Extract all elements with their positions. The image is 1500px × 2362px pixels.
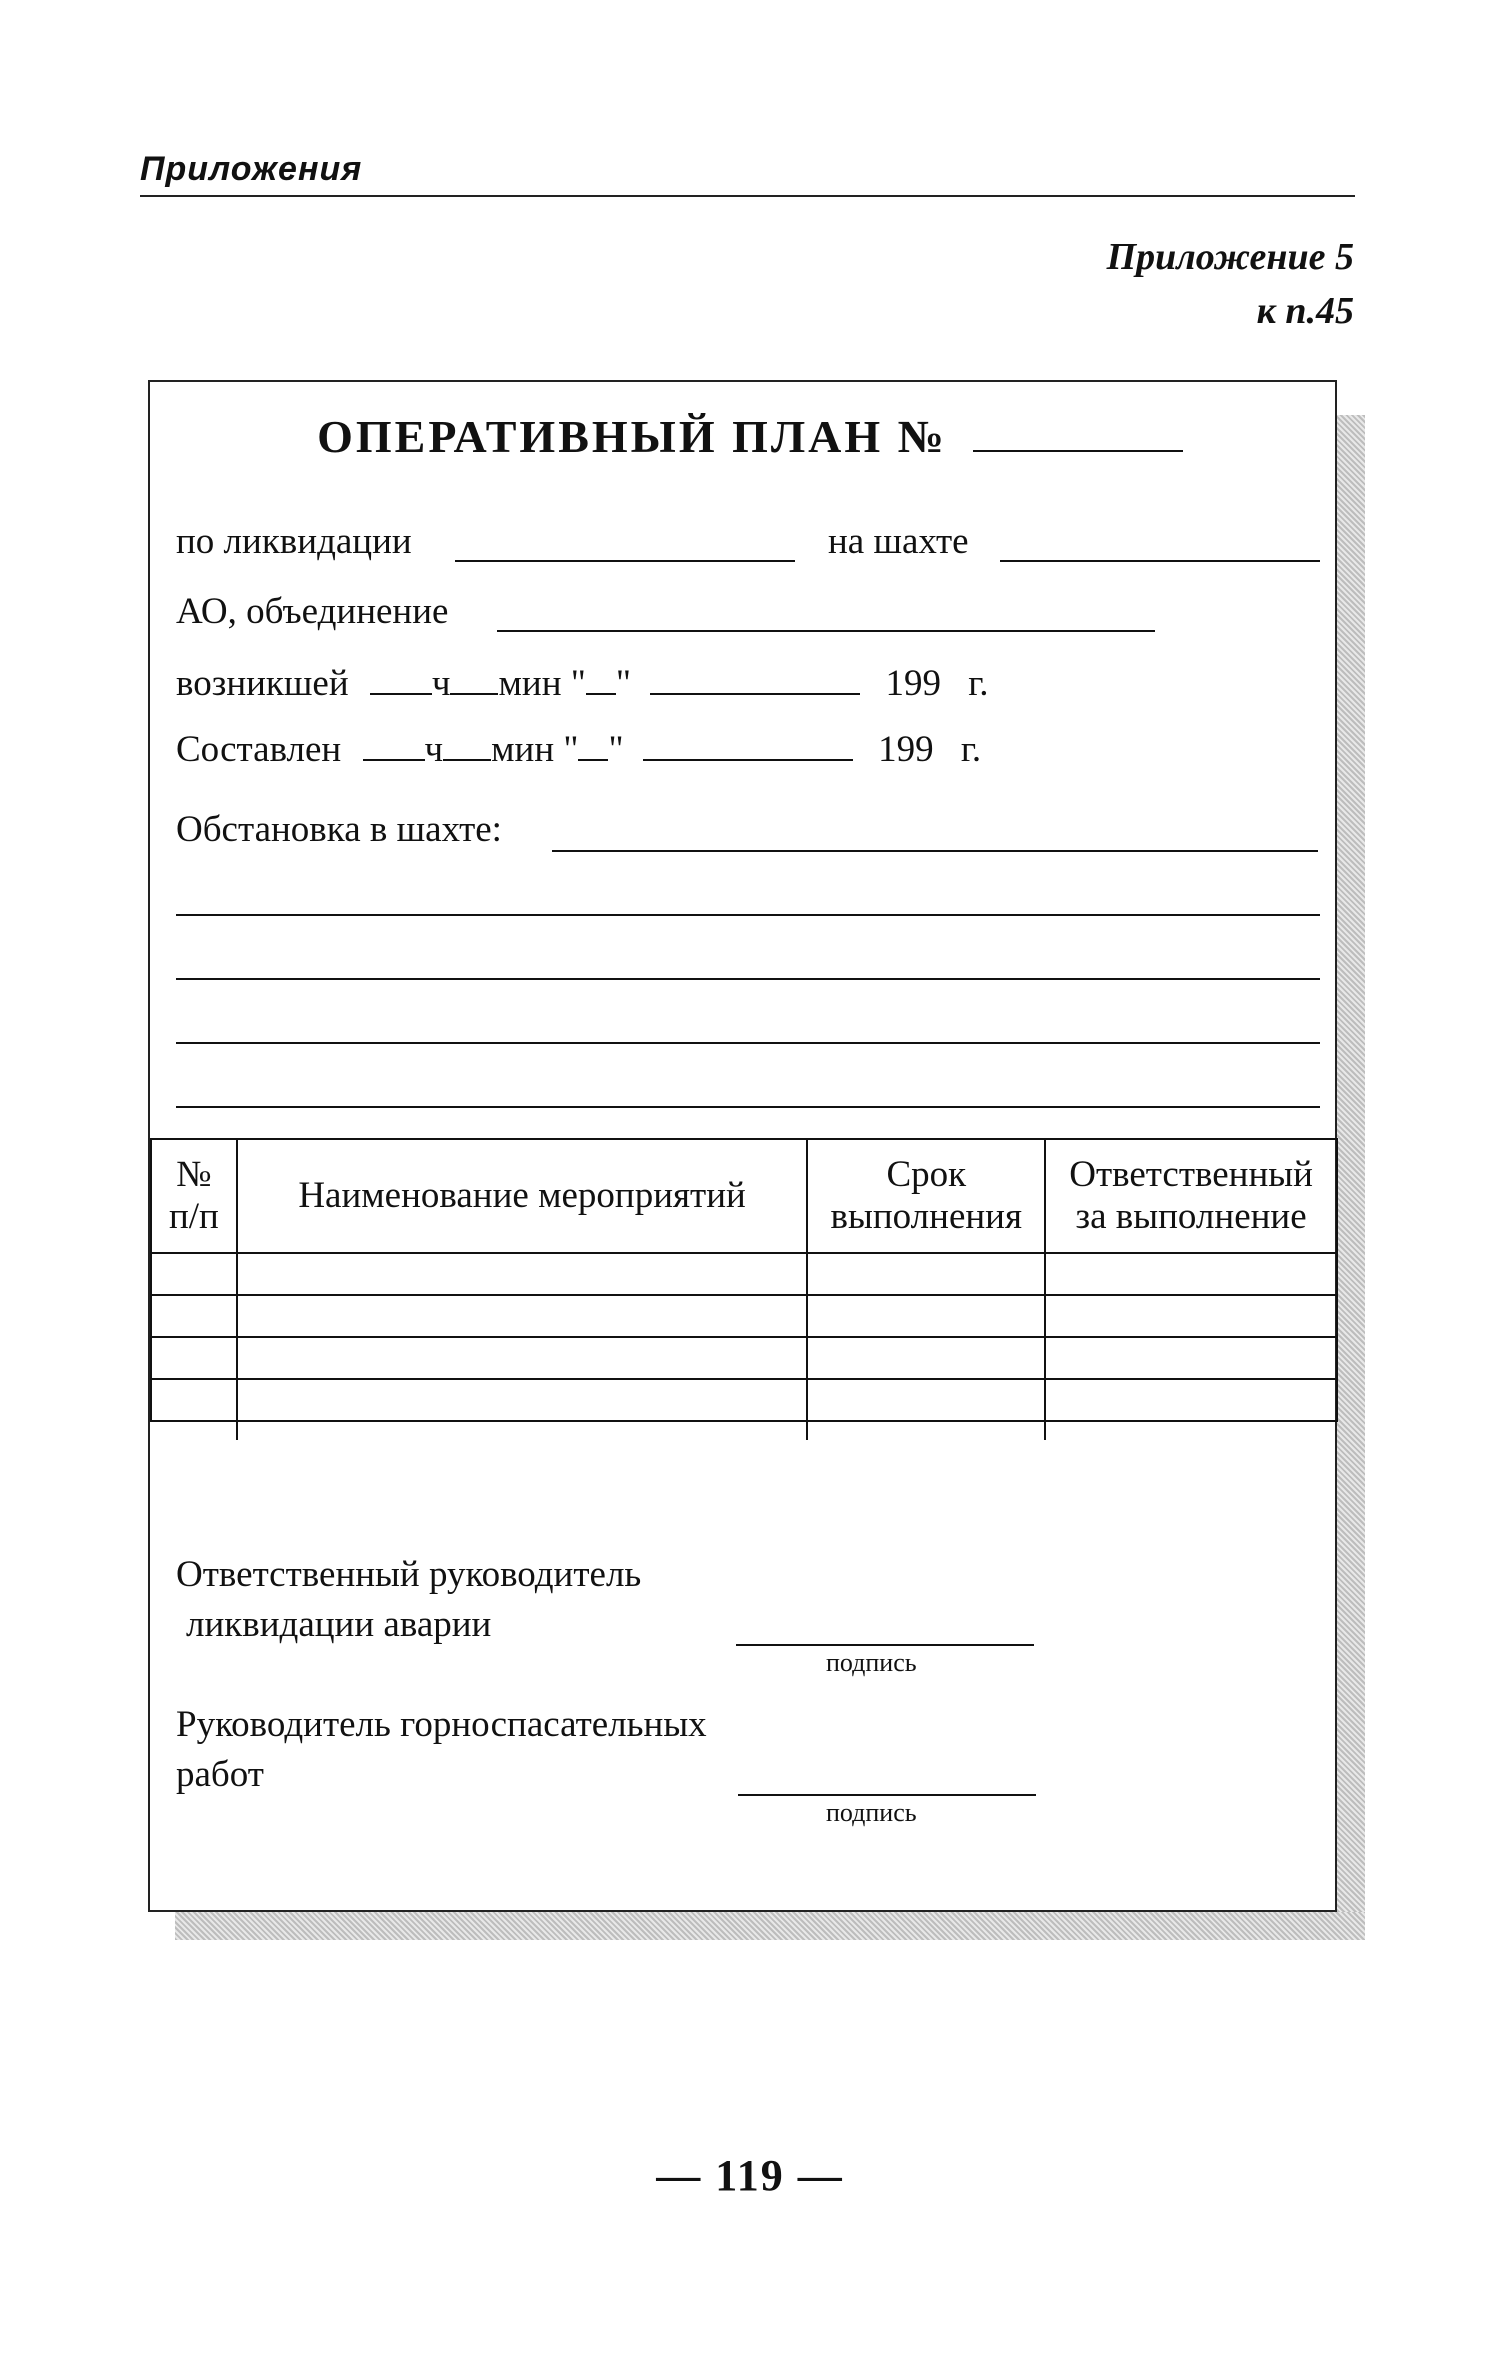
frame-shadow-bottom: [175, 1912, 1365, 1940]
col-deadline-header: [807, 1139, 1045, 1253]
col-responsible-header: [1045, 1139, 1337, 1253]
col-responsible-line1: Ответственный: [1069, 1154, 1313, 1195]
column-tick: [236, 1422, 238, 1440]
col-responsible-line2: за выполнение: [1075, 1196, 1307, 1237]
table-cell[interactable]: [1045, 1295, 1337, 1337]
col-deadline-line1: Срок: [886, 1154, 967, 1195]
rescue-manager-line2: работ: [176, 1754, 264, 1795]
situation-blank-1[interactable]: [552, 850, 1318, 852]
table-row: [151, 1379, 1337, 1421]
quote-close: ": [615, 663, 631, 704]
year-text: 199: [878, 729, 934, 770]
situation-blank-3[interactable]: [176, 978, 1320, 980]
composed-month-blank[interactable]: [643, 729, 853, 761]
year-suffix: г.: [968, 663, 989, 704]
hour-abbr: ч: [431, 663, 451, 704]
arisen-day-blank[interactable]: [586, 663, 616, 695]
label-arisen: возникшей: [176, 663, 349, 704]
quote-open: ": [570, 663, 586, 704]
col-number-sign: №: [176, 1154, 212, 1195]
table-row: [151, 1295, 1337, 1337]
appendix-number: Приложение 5: [1106, 236, 1354, 278]
col-measures-header: Наименование мероприятий: [237, 1139, 808, 1253]
table-cell[interactable]: [807, 1253, 1045, 1295]
hour-abbr: ч: [424, 729, 444, 770]
page-number: — 119 —: [656, 2151, 844, 2200]
rescue-signature-line[interactable]: [738, 1794, 1036, 1796]
table-cell[interactable]: [237, 1337, 808, 1379]
table-cell[interactable]: [1045, 1379, 1337, 1421]
responsible-manager-line2: ликвидации аварии: [186, 1604, 492, 1645]
frame-shadow-right: [1337, 415, 1365, 1940]
form-title: [0, 410, 1500, 463]
table-cell[interactable]: [151, 1337, 237, 1379]
arisen-minute-blank[interactable]: [450, 663, 498, 695]
arisen-hour-blank[interactable]: [370, 663, 432, 695]
label-org: АО, объединение: [176, 591, 449, 632]
table-cell[interactable]: [151, 1379, 237, 1421]
situation-blank-4[interactable]: [176, 1042, 1320, 1044]
table-cell[interactable]: [807, 1379, 1045, 1421]
col-number-abbr: п/п: [168, 1196, 219, 1237]
form-title-text: ОПЕРАТИВНЫЙ ПЛАН №: [317, 411, 947, 462]
table-header-row: [151, 1139, 1337, 1253]
responsible-manager-line1: Ответственный руководитель: [176, 1554, 642, 1595]
rescue-manager-line1: Руководитель горноспасательных: [176, 1704, 707, 1745]
arisen-row: [176, 662, 988, 705]
appendix-clause: к п.45: [1256, 290, 1354, 332]
responsible-signature-line[interactable]: [736, 1644, 1034, 1646]
table-cell[interactable]: [151, 1295, 237, 1337]
table-cell[interactable]: [151, 1253, 237, 1295]
header-rule: [140, 195, 1355, 197]
rescue-manager-label: [176, 1700, 707, 1800]
situation-blank-2[interactable]: [176, 914, 1320, 916]
minute-abbr: мин: [491, 729, 555, 770]
label-mine: на шахте: [828, 521, 969, 562]
responsible-manager-label: [176, 1550, 641, 1650]
minute-abbr: мин: [498, 663, 562, 704]
table-row: [151, 1253, 1337, 1295]
col-number-header: [151, 1139, 237, 1253]
table-row: [151, 1337, 1337, 1379]
label-liquidation: по ликвидации: [176, 521, 412, 562]
col-deadline-line2: выполнения: [830, 1196, 1022, 1237]
signature-caption-1: подпись: [826, 1648, 917, 1677]
composed-row: [176, 728, 981, 771]
table-cell[interactable]: [237, 1253, 808, 1295]
table-cell[interactable]: [237, 1295, 808, 1337]
label-composed: Составлен: [176, 729, 342, 770]
quote-close: ": [608, 729, 624, 770]
table-cell[interactable]: [1045, 1337, 1337, 1379]
running-head: Приложения: [140, 150, 363, 188]
org-blank[interactable]: [497, 630, 1155, 632]
table-cell[interactable]: [807, 1337, 1045, 1379]
table-cell[interactable]: [1045, 1253, 1337, 1295]
signature-caption-2: подпись: [826, 1798, 917, 1827]
mine-blank[interactable]: [1000, 560, 1320, 562]
year-suffix: г.: [960, 729, 982, 770]
arisen-month-blank[interactable]: [650, 663, 860, 695]
composed-day-blank[interactable]: [578, 729, 608, 761]
appendix-reference: [1107, 230, 1354, 338]
composed-hour-blank[interactable]: [363, 729, 425, 761]
situation-blank-5[interactable]: [176, 1106, 1320, 1108]
composed-minute-blank[interactable]: [443, 729, 491, 761]
measures-table: [150, 1138, 1338, 1422]
table-cell[interactable]: [237, 1379, 808, 1421]
liquidation-blank[interactable]: [455, 560, 795, 562]
label-situation: Обстановка в шахте:: [176, 809, 502, 850]
year-text: 199: [885, 663, 941, 704]
quote-open: ": [563, 729, 579, 770]
column-tick: [806, 1422, 808, 1440]
column-tick: [1044, 1422, 1046, 1440]
table-cell[interactable]: [807, 1295, 1045, 1337]
plan-number-blank[interactable]: [973, 412, 1183, 452]
